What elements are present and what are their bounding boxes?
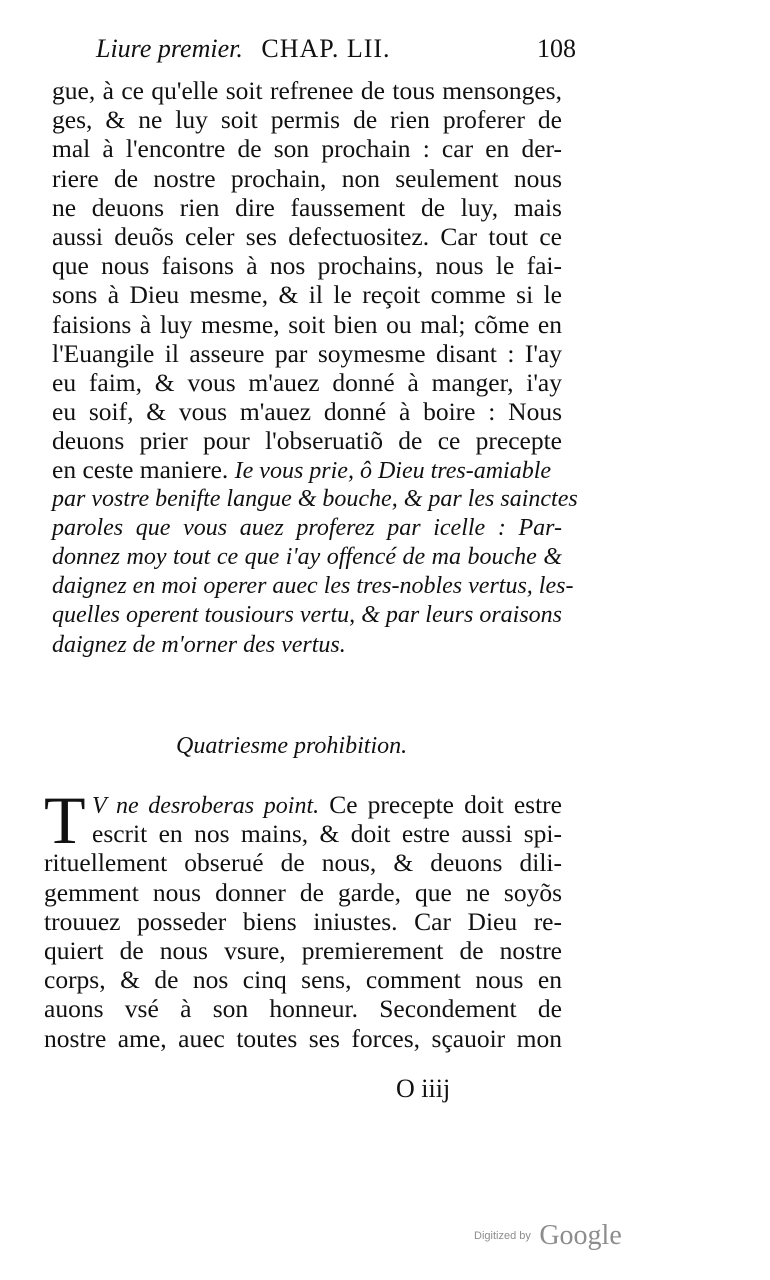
- running-head: [96, 34, 576, 64]
- text-line: eu soif, & vous m'auez donné à boire : Nous: [52, 397, 562, 427]
- text-line: quiert de nous vsure, premierement de nostre: [44, 935, 562, 965]
- text-line: sons à Dieu mesme, & il le reçoit comme si le: [52, 280, 562, 310]
- text-line: auons vsé à son honneur. Secondement de: [44, 994, 562, 1024]
- text-line: eu faim, & vous m'auez donné à manger, i'ay: [52, 367, 562, 397]
- watermark-brand: Google: [539, 1220, 622, 1251]
- text-line: escrit en nos mains, & doit estre aussi spi-: [92, 819, 562, 849]
- watermark-prefix: Digitized by: [474, 1230, 531, 1242]
- running-head-chapter: CHAP. LII.: [261, 34, 391, 63]
- text-line: que nous faisons à nos prochains, nous le fai-: [52, 251, 562, 281]
- text-line: ges, & ne luy soit permis de rien proferer de: [52, 105, 562, 135]
- digitization-watermark: [474, 1220, 622, 1252]
- text-fragment: Ce precepte doit estre: [329, 790, 562, 819]
- prayer-line: quelles operent tousiours vertu, & par leurs oraisons: [52, 602, 562, 629]
- folio-number: 108: [537, 34, 576, 63]
- text-line: faisions à luy mesme, soit bien ou mal; cõme en: [52, 309, 562, 339]
- paragraph-commandment-three: [52, 76, 578, 660]
- prayer-lead-in: en ceste maniere.: [52, 455, 229, 485]
- section-heading: Quatriesme prohibition.: [176, 733, 408, 759]
- prayer-line: daignez de m'orner des vertus.: [52, 631, 346, 658]
- prayer-line: paroles que vous auez proferez par icelle : Par-: [52, 514, 562, 541]
- text-line: l'Euangile il asseure par soymesme disant : I'ay: [52, 338, 562, 368]
- commandment-text: V ne desroberas point.: [92, 793, 320, 819]
- text-line: gemment nous donner de garde, que ne soyõs: [44, 877, 562, 907]
- prayer-line: par vostre benifte langue & bouche, & par les sainctes: [52, 485, 578, 512]
- running-head-book: Liure premier.: [96, 34, 243, 63]
- text-line: [52, 455, 562, 484]
- drop-cap: T: [44, 782, 86, 858]
- text-line: deuons prier pour l'obseruatiõ de ce precepte: [52, 426, 562, 456]
- text-line: trouuez posseder biens iniustes. Car Dieu re-: [44, 906, 562, 936]
- text-line: [44, 790, 562, 819]
- text-line: riere de nostre prochain, non seulement nous: [52, 163, 562, 193]
- text-line: mal à l'encontre de son prochain : car en der-: [52, 134, 562, 164]
- text-line: aussi deuõs celer ses defectuositez. Car tout ce: [52, 221, 562, 251]
- prayer-line: donnez moy tout ce que i'ay offencé de ma bouche &: [52, 544, 562, 570]
- text-line: nostre ame, auec toutes ses forces, sçauoir mon: [44, 1023, 562, 1053]
- prayer-line: daignez en moi operer auec les tres-nobles vertus, les-: [52, 573, 574, 600]
- paragraph-commandment-four: [44, 782, 562, 1053]
- text-line: corps, & de nos cinq sens, comment nous en: [44, 965, 562, 995]
- text-line: rituellement obserué de nous, & deuons dili-: [44, 848, 562, 878]
- text-line: ne deuons rien dire faussement de luy, mais: [52, 192, 562, 222]
- text-line: gue, à ce qu'elle soit refrenee de tous mensonges,: [52, 76, 562, 105]
- signature-mark: O iiij: [396, 1074, 451, 1103]
- prayer-first-words: Ie vous prie, ô Dieu tres-amiable: [234, 458, 552, 485]
